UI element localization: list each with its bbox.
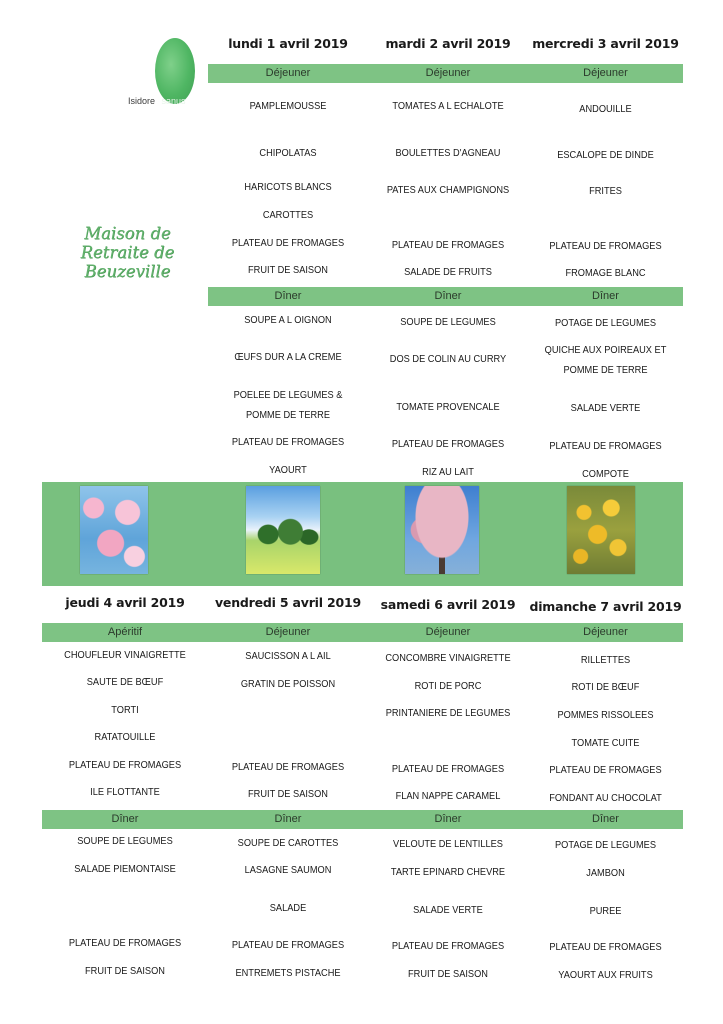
lunch-label-day-1: Déjeuner: [265, 67, 311, 79]
date-day-1: lundi 1 avril 2019: [228, 36, 348, 51]
menu-item: SALADE VERTE: [413, 904, 483, 916]
menu-item: DOS DE COLIN AU CURRY: [389, 353, 507, 365]
menu-item: FLAN NAPPE CARAMEL: [395, 790, 501, 802]
menu-item: FRUIT DE SAISON: [408, 968, 488, 980]
menu-item: PLATEAU DE FROMAGES: [549, 440, 662, 452]
menu-item: ENTREMETS PISTACHE: [235, 967, 341, 979]
menu-item: CHIPOLATAS: [259, 147, 317, 159]
menu-item: SALADE: [269, 902, 307, 914]
dinner-label-day-1: Dîner: [274, 290, 302, 302]
dinner-label-day-5: Dîner: [274, 813, 302, 825]
menu-item: FRUIT DE SAISON: [85, 965, 165, 977]
menu-item: LASAGNE SAUMON: [244, 864, 332, 876]
menu-item: JAMBON: [586, 867, 625, 879]
menu-item: VELOUTE DE LENTILLES: [393, 838, 503, 850]
logo-text-left: Isidore: [128, 96, 156, 106]
menu-item: PLATEAU DE FROMAGES: [231, 939, 345, 951]
menu-item: POTAGE DE LEGUMES: [555, 839, 656, 851]
menu-item: FRUIT DE SAISON: [248, 264, 328, 276]
logo-text-right: sanus: [161, 96, 186, 106]
menu-item: PLATEAU DE FROMAGES: [549, 941, 662, 953]
menu-item: PRINTANIERE DE LEGUMES: [385, 707, 511, 719]
menu-item: BOULETTES D'AGNEAU: [395, 147, 501, 159]
dinner-label-day-7: Dîner: [592, 813, 619, 825]
menu-item: TOMATE CUITE: [571, 737, 640, 749]
menu-item: POELEE DE LEGUMES & POMME DE TERRE: [233, 389, 343, 421]
menu-item: SALADE PIEMONTAISE: [74, 863, 176, 875]
menu-item: SOUPE DE LEGUMES: [77, 835, 173, 847]
menu-item: POTAGE DE LEGUMES: [555, 317, 656, 329]
dinner-band-week1: [208, 287, 683, 306]
blossom-tree-photo: [405, 486, 479, 574]
menu-item: FRITES: [589, 185, 622, 197]
cherry-blossom-photo: [80, 486, 148, 574]
lunch-band-week2: [42, 623, 683, 642]
menu-item: SAUCISSON A L AIL: [245, 650, 331, 662]
menu-item: SALADE DE FRUITS: [404, 266, 492, 278]
menu-item: SOUPE DE CAROTTES: [237, 837, 339, 849]
menu-item: PLATEAU DE FROMAGES: [391, 239, 505, 251]
menu-item: PLATEAU DE FROMAGES: [391, 438, 505, 450]
menu-item: ROTI DE PORC: [414, 680, 482, 692]
menu-item: FRUIT DE SAISON: [248, 788, 328, 800]
menu-item: TORTI: [111, 704, 139, 716]
dinner-band-week2: [42, 810, 683, 829]
menu-item: ŒUFS DUR A LA CREME: [234, 351, 342, 363]
lunch-label-day-5: Déjeuner: [265, 626, 311, 638]
menu-item: YAOURT AUX FRUITS: [558, 969, 653, 981]
menu-item: PLATEAU DE FROMAGES: [549, 240, 662, 252]
menu-item: TOMATES A L ECHALOTE: [392, 100, 504, 112]
home-title-line2: Beuzeville: [84, 262, 171, 281]
menu-item: QUICHE AUX POIREAUX ET POMME DE TERRE: [544, 344, 667, 376]
menu-item: RILLETTES: [580, 654, 631, 666]
lunch-label-day-4: Apéritif: [107, 626, 143, 638]
menu-item: ESCALOPE DE DINDE: [557, 149, 654, 161]
logo: [128, 96, 208, 110]
menu-item: PLATEAU DE FROMAGES: [68, 759, 182, 771]
home-title-line1: Maison de Retraite de: [80, 224, 175, 262]
menu-item: FROMAGE BLANC: [565, 267, 646, 279]
menu-item: SOUPE DE LEGUMES: [400, 316, 496, 328]
lunch-label-day-7: Déjeuner: [583, 626, 628, 638]
menu-item: CAROTTES: [262, 209, 314, 221]
menu-item: PLATEAU DE FROMAGES: [391, 940, 505, 952]
spring-meadow-photo: [246, 486, 320, 574]
menu-item: FONDANT AU CHOCOLAT: [549, 792, 662, 804]
lunch-label-day-6: Déjeuner: [425, 626, 471, 638]
dinner-label-day-2: Dîner: [434, 290, 462, 302]
date-day-4: jeudi 4 avril 2019: [65, 595, 185, 610]
menu-item: PUREE: [589, 905, 622, 917]
lunch-band-week1: [208, 64, 683, 83]
date-day-5: vendredi 5 avril 2019: [214, 595, 361, 610]
lunch-label-day-2: Déjeuner: [425, 67, 471, 79]
menu-item: ROTI DE BŒUF: [571, 681, 640, 693]
menu-item: CONCOMBRE VINAIGRETTE: [385, 652, 511, 664]
menu-item: TARTE EPINARD CHEVRE: [390, 866, 506, 878]
lunch-label-day-3: Déjeuner: [583, 67, 628, 79]
menu-item: ANDOUILLE: [579, 103, 632, 115]
menu-item: CHOUFLEUR VINAIGRETTE: [64, 649, 186, 661]
dinner-label-day-6: Dîner: [434, 813, 462, 825]
menu-item: COMPOTE: [582, 468, 629, 480]
menu-item: SOUPE A L OIGNON: [244, 314, 332, 326]
date-day-7: dimanche 7 avril 2019: [529, 599, 682, 614]
menu-item: GRATIN DE POISSON: [240, 678, 336, 690]
menu-item: SALADE VERTE: [570, 402, 641, 414]
menu-item: POMMES RISSOLEES: [557, 709, 654, 721]
menu-item: PATES AUX CHAMPIGNONS: [386, 184, 510, 196]
menu-item: PLATEAU DE FROMAGES: [231, 761, 345, 773]
menu-item: PLATEAU DE FROMAGES: [231, 436, 345, 448]
menu-item: PLATEAU DE FROMAGES: [231, 237, 345, 249]
logo-oval: [155, 38, 195, 104]
menu-item: SAUTE DE BŒUF: [86, 676, 164, 688]
menu-item: ILE FLOTTANTE: [90, 786, 160, 798]
menu-item: RATATOUILLE: [94, 731, 156, 743]
menu-item: TOMATE PROVENCALE: [396, 401, 500, 413]
date-day-3: mercredi 3 avril 2019: [532, 36, 679, 51]
yellow-flowers-photo: [567, 486, 635, 574]
menu-item: YAOURT: [269, 464, 307, 476]
dinner-label-day-3: Dîner: [592, 290, 619, 302]
menu-item: PAMPLEMOUSSE: [249, 100, 327, 112]
menu-item: RIZ AU LAIT: [422, 466, 474, 478]
dinner-label-day-4: Dîner: [111, 813, 139, 825]
menu-item: PLATEAU DE FROMAGES: [391, 763, 505, 775]
menu-item: HARICOTS BLANCS: [244, 181, 332, 193]
date-day-2: mardi 2 avril 2019: [385, 36, 511, 51]
menu-item: PLATEAU DE FROMAGES: [549, 764, 662, 776]
date-day-6: samedi 6 avril 2019: [380, 597, 516, 612]
menu-item: PLATEAU DE FROMAGES: [68, 937, 182, 949]
